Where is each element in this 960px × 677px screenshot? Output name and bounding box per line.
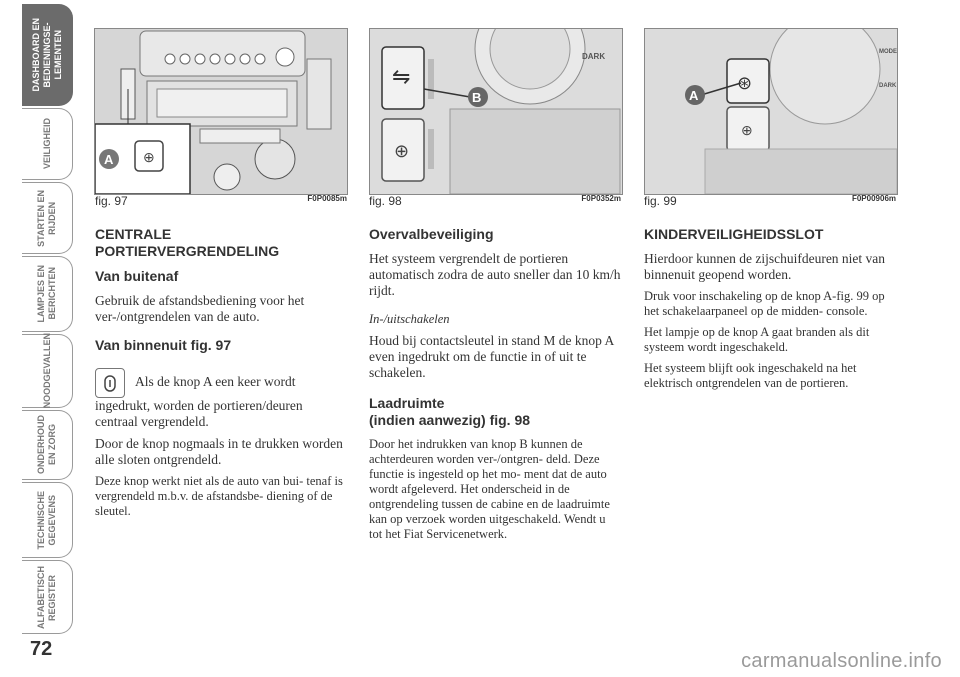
dark-label-99: DARK xyxy=(879,83,897,89)
svg-text:⊕: ⊕ xyxy=(741,122,753,138)
dashboard-console-illustration xyxy=(95,29,347,194)
paragraph: Deze knop werkt niet als de auto van bui- tenaf is vergrendeld m.b.v. de afstandsbe- diening of de sleutel. xyxy=(95,474,343,518)
tab-dashboard[interactable]: DASHBOARD EN BEDIENINGSE- LEMENTEN xyxy=(22,4,73,106)
section-title-overval: Overvalbeveiliging xyxy=(369,226,494,242)
svg-text:⊕: ⊕ xyxy=(143,149,155,165)
tab-onderhoud[interactable]: ONDERHOUD EN ZORG xyxy=(22,410,73,480)
paragraph: Houd bij contactsleutel in stand M de knop A even ingedrukt om de functie in of uit te schakelen. xyxy=(369,333,614,380)
column-2 xyxy=(369,226,621,548)
tab-noodgevallen[interactable]: NOODGEVALLEN xyxy=(22,334,73,408)
callout-b: B xyxy=(472,90,482,105)
figure-98 xyxy=(369,28,623,195)
child-lock-illustration xyxy=(645,29,897,194)
mode-label: MODE xyxy=(879,49,897,55)
column-3 xyxy=(644,226,896,397)
paragraph: Druk voor inschakeling op de knop A-fig. 99 op het schakelaarpaneel op de midden- console. xyxy=(644,289,885,318)
figure-97 xyxy=(94,28,348,195)
tab-technische[interactable]: TECHNISCHE GEGEVENS xyxy=(22,482,73,558)
section-title-centrale: CENTRALE PORTIERVERGRENDELING xyxy=(95,226,280,259)
callout-a-99: A xyxy=(689,88,699,103)
lock-icon xyxy=(95,368,125,398)
figure-99-caption: fig. 99 F0P00906m xyxy=(644,194,896,208)
tab-starten[interactable]: STARTEN EN RIJDEN xyxy=(22,182,73,254)
svg-text:⊕: ⊕ xyxy=(394,141,410,161)
figure-98-caption: fig. 98 F0P0352m xyxy=(369,194,621,208)
paragraph: Gebruik de afstandsbediening voor het ver-/ontgrendelen van de auto. xyxy=(95,293,305,324)
paragraph: Door de knop nogmaals in te drukken worden alle sloten ontgrendeld. xyxy=(95,436,343,467)
figure-99 xyxy=(644,28,898,195)
figure-97-caption: fig. 97 F0P0085m xyxy=(95,194,347,208)
tab-register[interactable]: ALFABETISCH REGISTER xyxy=(22,560,73,634)
dark-label: DARK xyxy=(582,52,606,61)
paragraph: Het systeem vergrendelt de portieren automatisch zodra de auto sneller dan 10 km/h rijdt. xyxy=(369,251,621,298)
column-1 xyxy=(95,226,347,525)
italic-heading: In-/uitschakelen xyxy=(369,312,450,326)
subheading-buitenaf: Van buitenaf xyxy=(95,268,179,284)
callout-a: A xyxy=(104,152,114,167)
svg-text:⇋: ⇋ xyxy=(392,64,411,89)
chapter-sidebar xyxy=(0,0,78,677)
section-title-laadruimte: Laadruimte (indien aanwezig) fig. 98 xyxy=(369,395,531,428)
paragraph: Door het indrukken van knop B kunnen de achterdeuren worden ver-/ontgren- deld. Deze functie is ingesteld op het mo- ment dat de auto wordt afgeleverd. Het onderscheid in de ontgrendeling tussen de cabine en de laadruimte kan op verzoek worden uitgeschakeld. Wendt u tot het Fiat Servicenetwerk. xyxy=(369,437,610,541)
tab-veiligheid[interactable]: VEILIGHEID xyxy=(22,108,73,180)
page-number: 72 xyxy=(30,638,53,660)
tab-lampjes[interactable]: LAMPJES EN BERICHTEN xyxy=(22,256,73,332)
paragraph: Hierdoor kunnen de zijschuifdeuren niet van binnenuit geopend worden. xyxy=(644,251,886,282)
svg-text:⊛: ⊛ xyxy=(737,73,753,93)
paragraph: Het lampje op de knop A gaat branden als dit systeem wordt ingeschakeld. xyxy=(644,325,870,354)
watermark: carmanualsonline.info xyxy=(741,650,942,672)
section-title-kinderslot: KINDERVEILIGHEIDSSLOT xyxy=(644,226,824,242)
paragraph: Als de knop A een keer wordt ingedrukt, worden de portieren/deuren centraal vergrendeld. xyxy=(95,374,303,429)
paragraph: Het systeem blijft ook ingeschakeld na het elektrisch ontgrendelen van de portieren. xyxy=(644,361,857,390)
cargo-lock-illustration xyxy=(370,29,622,194)
subheading-binnenuit: Van binnenuit fig. 97 xyxy=(95,337,232,353)
